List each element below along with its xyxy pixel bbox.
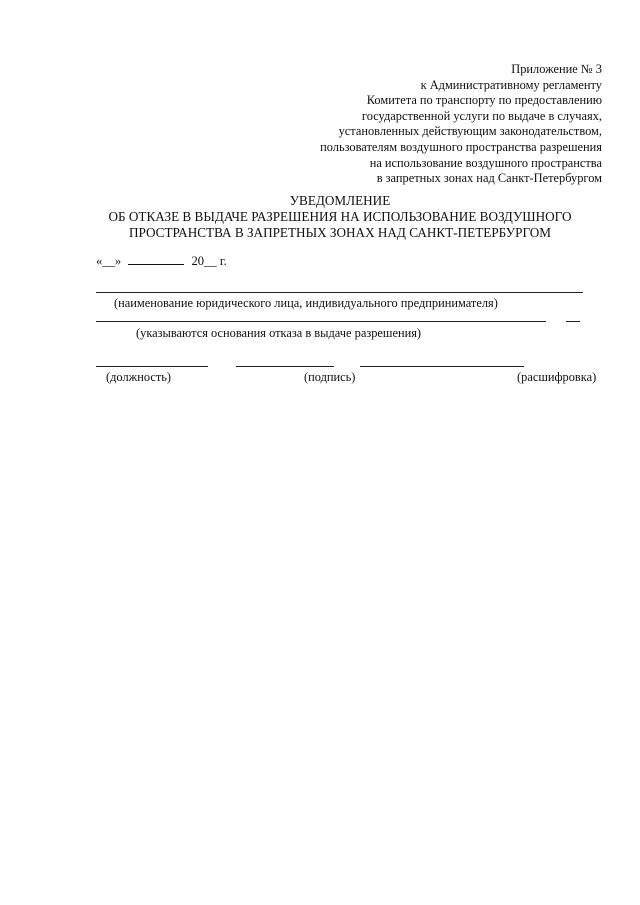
annex-header — [262, 62, 602, 187]
document-title — [70, 193, 610, 241]
signature-caption: (подпись) — [304, 370, 356, 384]
title-line-1: УВЕДОМЛЕНИЕ — [289, 193, 391, 208]
annex-line: Комитета по транспорту по предоставлению — [366, 93, 602, 108]
entity-name-rule — [96, 292, 583, 293]
annex-line: Приложение № 3 — [511, 62, 602, 76]
annex-line: на использование воздушного пространства — [369, 155, 602, 170]
reasons-rule-tail — [566, 321, 580, 322]
reasons-caption: (указываются основания отказа в выдаче разрешения) — [136, 326, 422, 340]
title-line-2: ОБ ОТКАЗЕ В ВЫДАЧЕ РАЗРЕШЕНИЯ НА ИСПОЛЬЗОВАНИЕ ВОЗДУШНОГО — [108, 209, 572, 224]
title-line-3: ПРОСТРАНСТВА В ЗАПРЕТНЫХ ЗОНАХ НАД САНКТ-ПЕТЕРБУРГОМ — [128, 225, 552, 240]
date-month-blank — [128, 253, 184, 265]
annex-line: установленных действующим законодательством, — [338, 124, 602, 139]
signature-rule — [236, 366, 334, 367]
annex-line: пользователям воздушного пространства разрешения — [320, 139, 602, 154]
date-year: 20__ г. — [191, 254, 227, 268]
annex-line: в запретных зонах над Санкт-Петербургом — [376, 171, 602, 186]
annex-line: государственной услуги по выдаче в случаях, — [361, 108, 602, 123]
decoding-caption: (расшифровка) — [517, 370, 597, 384]
reasons-rule — [96, 321, 546, 322]
date-line — [96, 253, 227, 269]
annex-line: к Административному регламенту — [420, 77, 602, 92]
date-day: «__» — [96, 254, 122, 268]
position-rule — [96, 366, 208, 367]
position-caption: (должность) — [106, 370, 172, 384]
entity-caption: (наименование юридического лица, индивидуального предпринимателя) — [114, 296, 498, 310]
decoding-rule — [360, 366, 524, 367]
